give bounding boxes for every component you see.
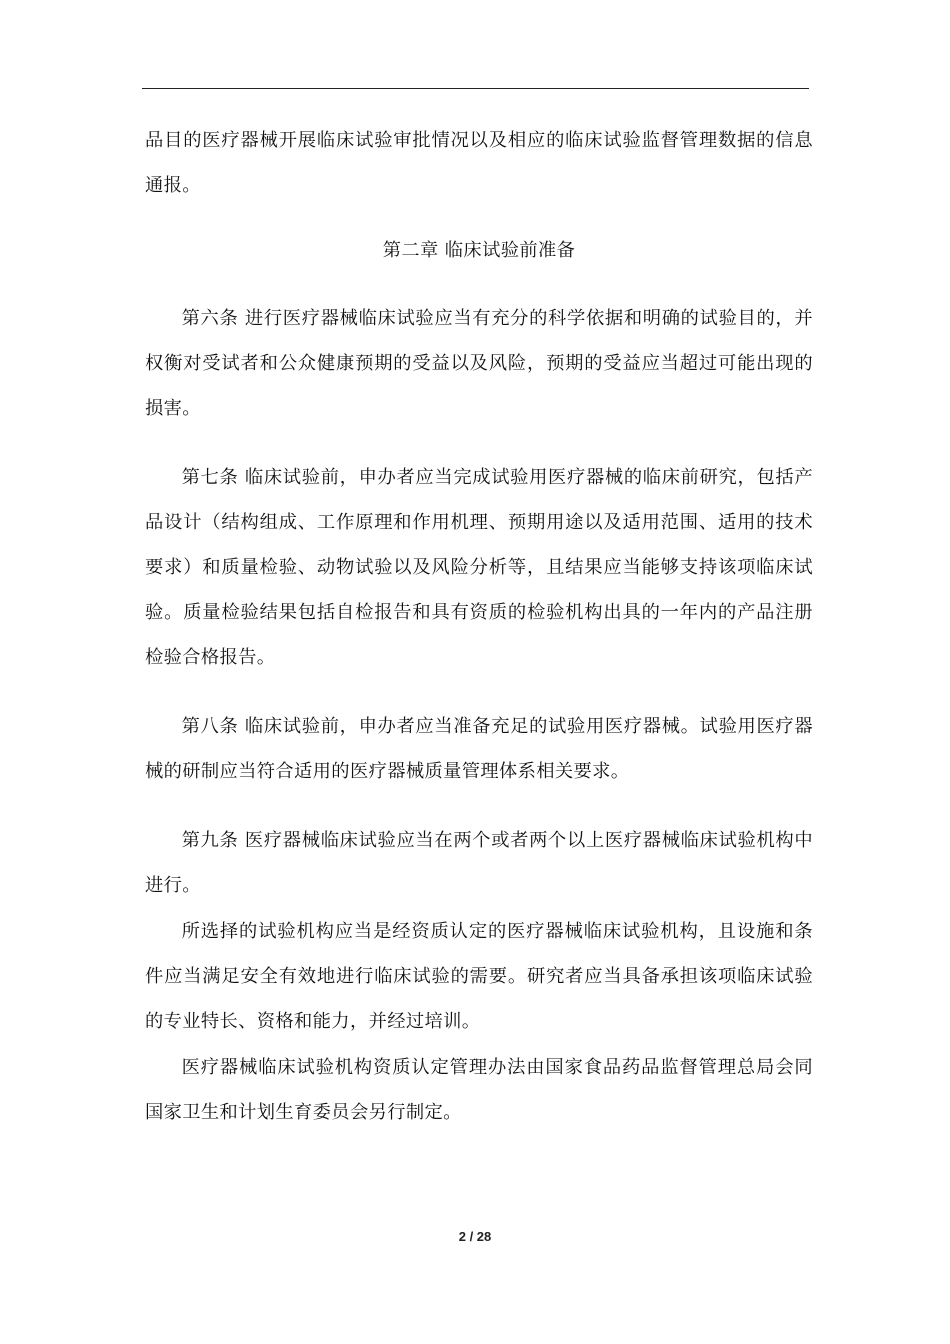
article-9: 第九条 医疗器械临床试验应当在两个或者两个以上医疗器械临床试验机构中进行。 (145, 830, 813, 896)
document-body (145, 118, 813, 1135)
article-9-paragraph-2: 所选择的试验机构应当是经资质认定的医疗器械临床试验机构，且设施和条件应当满足安全有效地进行临床试验的需要。研究者应当具备承担该项临床试验的专业特长、资格和能力，并经过培训。 (145, 921, 813, 1032)
article-7: 第七条 临床试验前，申办者应当完成试验用医疗器械的临床前研究，包括产品设计（结构组成、工作原理和作用机理、预期用途以及适用范围、适用的技术要求）和质量检验、动物试验以及风险分析等，且结果应当能够支持该项临床试验。质量检验结果包括自检报告和具有资质的检验机构出具的一年内的产品注册检验合格报告。 (145, 467, 813, 668)
article-8: 第八条 临床试验前，申办者应当准备充足的试验用医疗器械。试验用医疗器械的研制应当符合适用的医疗器械质量管理体系相关要求。 (145, 716, 813, 782)
paragraph-continuation: 品目的医疗器械开展临床试验审批情况以及相应的临床试验监督管理数据的信息通报。 (145, 130, 813, 196)
page-number: 2 / 28 (458, 1229, 492, 1244)
chapter-title: 第二章 临床试验前准备 (382, 240, 576, 261)
article-9-paragraph-3: 医疗器械临床试验机构资质认定管理办法由国家食品药品监督管理总局会同国家卫生和计划生育委员会另行制定。 (145, 1057, 813, 1123)
header-rule (142, 88, 809, 89)
article-6: 第六条 进行医疗器械临床试验应当有充分的科学依据和明确的试验目的，并权衡对受试者和公众健康预期的受益以及风险，预期的受益应当超过可能出现的损害。 (145, 308, 813, 419)
